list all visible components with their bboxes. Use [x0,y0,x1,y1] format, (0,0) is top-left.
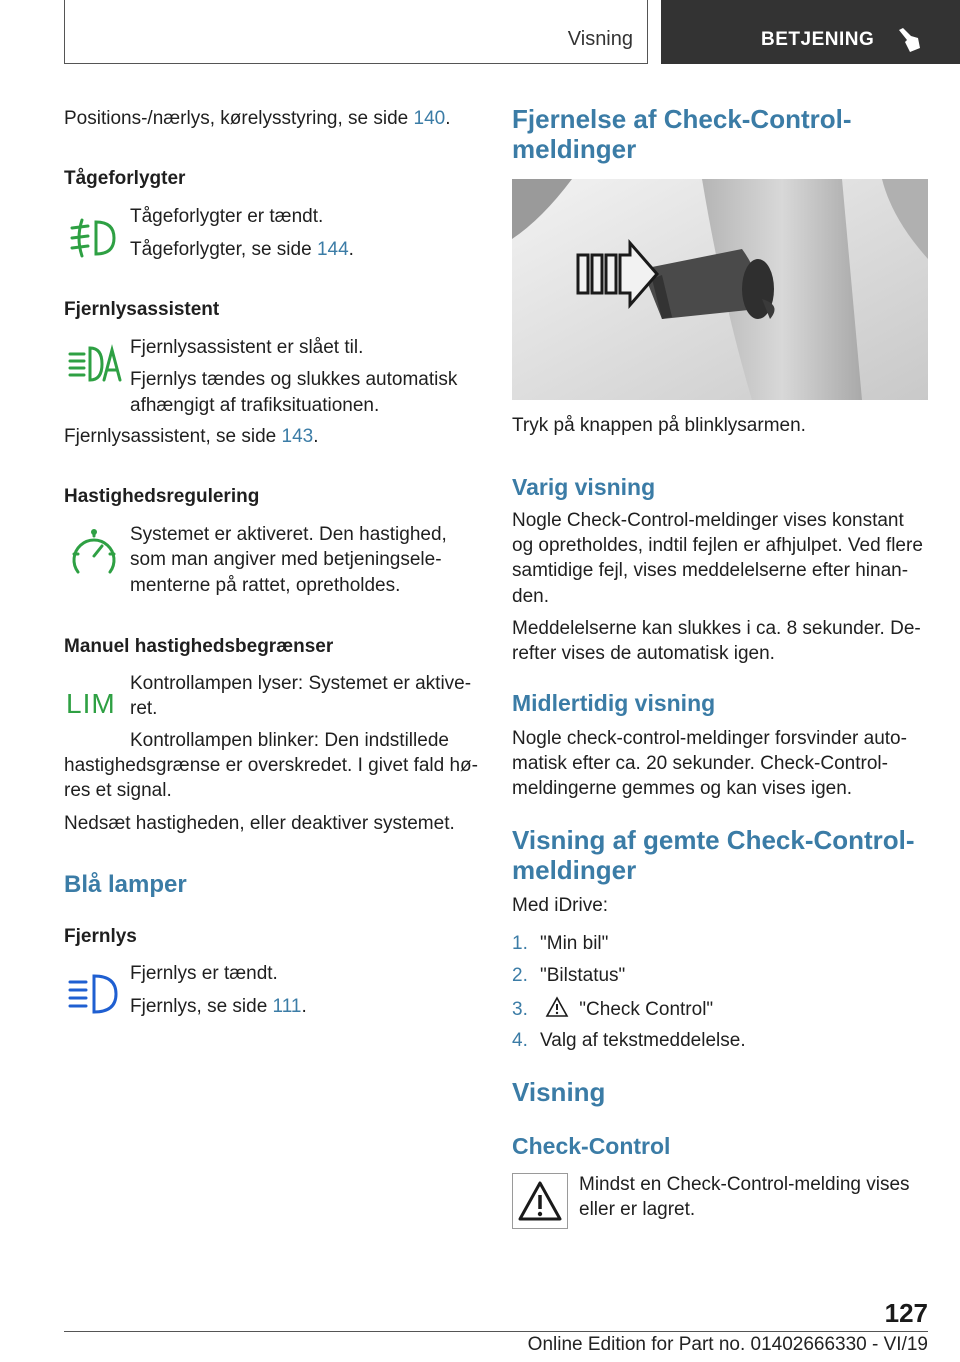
high-beam-page-link[interactable]: 111 [272,996,302,1017]
step-number: 1. [512,933,528,954]
intro-text: Positions-/nærlys, kørelysstyring, se side [64,108,414,129]
image-caption: Tryk på knappen på blinklysarmen. [512,415,806,436]
high-beam-line2-text: Fjernlys, se side [130,996,273,1017]
footer-divider [64,1331,928,1332]
check-control-l2: eller er lagret. [579,1199,696,1220]
step-4 [512,1028,746,1053]
step-1 [512,931,608,956]
permanent-l2: og opretholdes, indtil fejlen er afhjulpet. Ved flere [512,535,923,556]
step-3 [512,996,713,1022]
temporary-l2: matisk efter ca. 20 sekunder. Check-Control- [512,753,888,774]
step-number: 4. [512,1030,528,1051]
highbeam-assist-ref: Fjernlysassistent, se side 143. [64,426,319,447]
limiter-lim-icon: LIM [66,688,116,719]
step-2 [512,963,625,988]
saved-intro: Med iDrive: [512,895,609,916]
step-text: "Check Control" [579,999,714,1020]
fog-light-icon [66,216,122,260]
step-text: "Bilstatus" [540,965,626,986]
header-chapter-box [661,0,960,64]
high-beam-line1: Fjernlys er tændt. [130,963,278,984]
header-chapter-title: BETJENING [761,29,875,50]
fog-line2-text: Tågeforlygter, se side [130,239,317,260]
edition-text: Online Edition for Part no. 01402666330 - VI/19 [527,1334,928,1355]
header-section-title: Visning [567,28,633,50]
temporary-l1: Nogle check-control-meldinger forsvinder auto- [512,728,907,749]
limiter-line1: Kontrollampen lyser: Systemet er aktive- [130,673,472,694]
fog-heading: Tågeforlygter [64,168,186,189]
step-number: 3. [512,999,528,1020]
permanent-l1: Nogle Check-Control-meldinger vises konstant [512,510,904,531]
display-title: Visning [512,1077,606,1107]
highbeam-assist-line1: Fjernlysassistent er slået til. [130,337,364,358]
check-control-l1: Mindst en Check-Control-melding vises [579,1174,910,1195]
permanent-l6: refter vises de automatisk igen. [512,643,775,664]
temporary-heading: Midlertidig visning [512,690,716,716]
step-number: 2. [512,965,528,986]
high-beam-line2: Fjernlys, se side 111. [130,996,307,1017]
limiter-line4: hastighedsgrænse er overskredet. I givet fald hø- [64,755,478,776]
cruise-line1: Systemet er aktiveret. Den hastighed, [130,524,447,545]
remove-cc-title-line2: meldinger [512,134,637,164]
cruise-line2: som man angiver med betjeningsele- [130,549,442,570]
cruise-line3: menterne på rattet, opretholdes. [130,575,401,596]
temporary-l3: meldingerne gemmes og kan vises igen. [512,778,853,799]
permanent-heading: Varig visning [512,474,656,500]
cruise-control-icon [68,528,120,580]
fog-line2: Tågeforlygter, se side 144. [130,239,354,260]
step-text: Valg af tekstmeddelelse. [540,1030,746,1051]
check-control-heading: Check-Control [512,1133,671,1159]
high-beam-assist-icon [66,342,122,386]
page-number: 127 [884,1298,928,1328]
highbeam-assist-page-link[interactable]: 143 [281,426,314,447]
cruise-heading: Hastighedsregulering [64,486,260,507]
highbeam-assist-line2b: afhængigt af trafiksituationen. [130,395,380,416]
saved-title-line2: meldinger [512,855,637,885]
limiter-heading: Manuel hastighedsbegrænser [64,636,334,657]
limiter-line2: ret. [130,698,158,719]
limiter-line3: Kontrollampen blinker: Den indstillede [130,730,449,751]
warning-triangle-icon [545,996,569,1018]
remove-cc-title-line1: Fjernelse af Check-Control- [512,104,852,134]
fog-line1: Tågeforlygter er tændt. [130,206,324,227]
high-beam-heading: Fjernlys [64,926,137,947]
high-beam-icon [66,972,122,1016]
saved-title-line1: Visning af gemte Check-Control- [512,825,915,855]
header-section-box [64,0,648,64]
permanent-l5: Meddelelserne kan slukkes i ca. 8 sekunder. De- [512,618,921,639]
intro-page-link[interactable]: 140 [413,108,446,129]
permanent-l4: den. [512,586,549,607]
limiter-line5: res et signal. [64,780,172,801]
highbeam-assist-ref-text: Fjernlysassistent, se side [64,426,282,447]
highbeam-assist-heading: Fjernlysassistent [64,299,220,320]
turn-signal-lever-illustration [512,179,928,400]
step-text: "Min bil" [540,933,609,954]
blue-lamps-heading: Blå lamper [64,871,187,898]
intro-paragraph: Positions-/nærlys, kørelysstyring, se side 140. [64,108,451,129]
check-control-warning-icon [512,1173,568,1229]
permanent-l3: samtidige fejl, vises meddelelserne efter hinan- [512,560,909,581]
fog-page-link[interactable]: 144 [316,239,349,260]
highbeam-assist-line2a: Fjernlys tændes og slukkes automatisk [130,369,458,390]
hand-pointer-icon [893,26,923,54]
limiter-line6: Nedsæt hastigheden, eller deaktiver systemet. [64,813,455,834]
